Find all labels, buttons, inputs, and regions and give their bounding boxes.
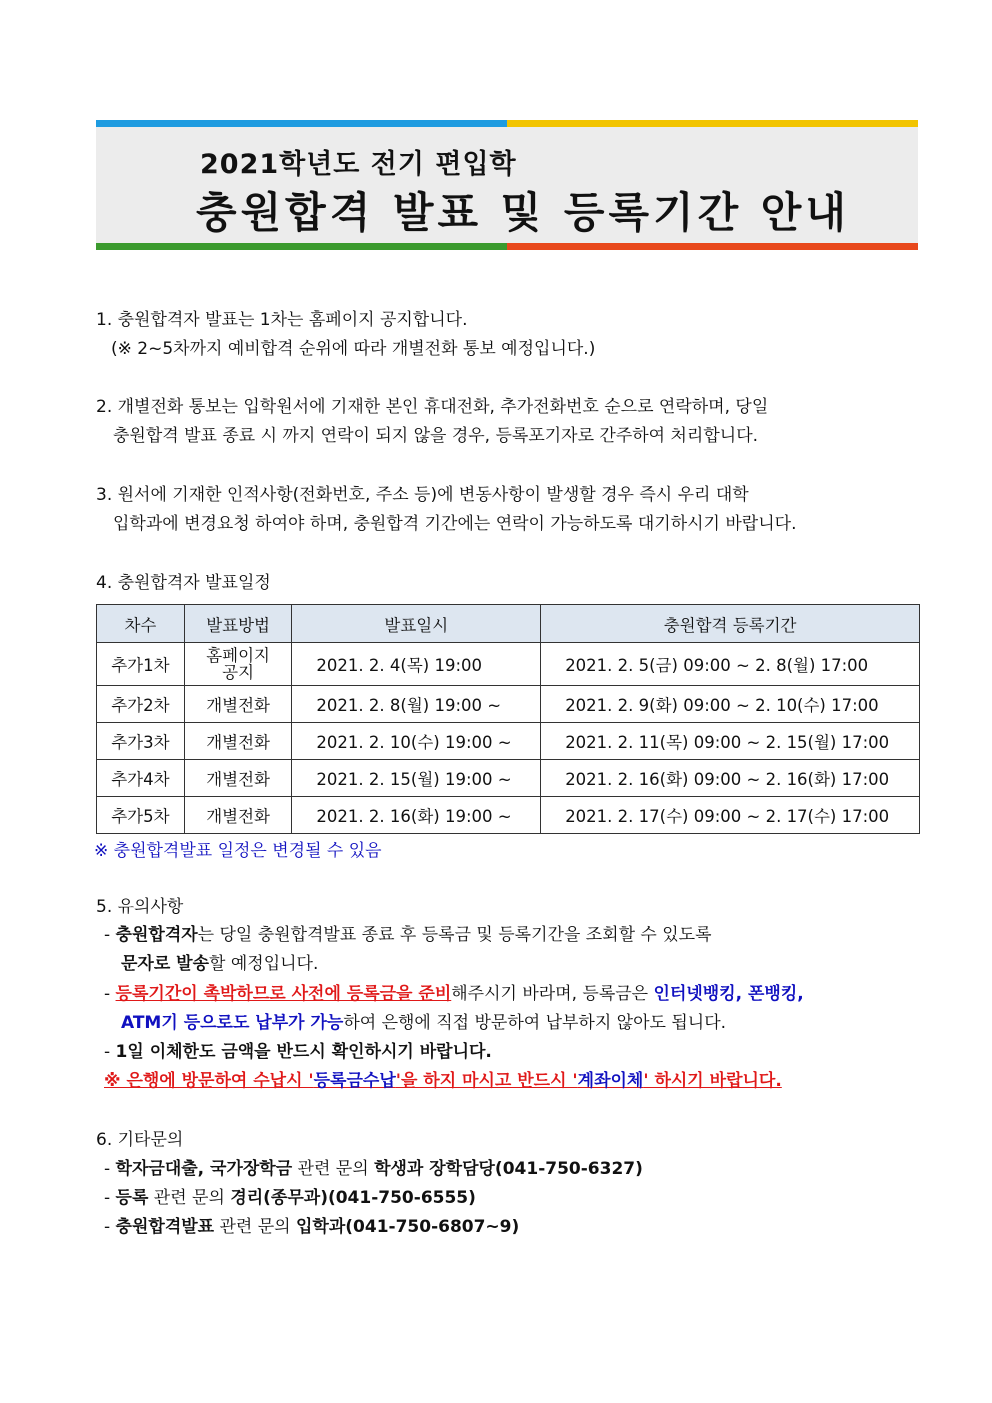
round-cell: 추가4차 bbox=[97, 760, 185, 797]
bank-warning bbox=[104, 1070, 782, 1092]
period-cell: 2021. 2. 16(화) 09:00 ~ 2. 16(화) 17:00 bbox=[541, 760, 920, 797]
contact-line1 bbox=[104, 1158, 643, 1180]
bullet-dash: - bbox=[104, 1159, 111, 1179]
orange-stripe bbox=[507, 243, 918, 250]
table-row bbox=[97, 797, 920, 834]
announce-cell: 2021. 2. 15(월) 19:00 ~ bbox=[292, 760, 541, 797]
top-color-bar bbox=[96, 120, 918, 127]
table-row bbox=[97, 643, 920, 686]
period-cell: 2021. 2. 17(수) 09:00 ~ 2. 17(수) 17:00 bbox=[541, 797, 920, 834]
notice-text: 할 예정입니다. bbox=[209, 954, 319, 974]
round-cell: 추가3차 bbox=[97, 723, 185, 760]
contact-topic: 학자금대출, 국가장학금 bbox=[115, 1159, 293, 1179]
notice-blue: ATM기 등으로도 납부가 가능 bbox=[121, 1013, 344, 1033]
section4-title: 4. 충원합격자 발표일정 bbox=[96, 573, 271, 593]
warning-text: ' 하시기 바랍니다. bbox=[643, 1071, 782, 1091]
bullet-dash: - bbox=[104, 1217, 111, 1237]
section6-title: 6. 기타문의 bbox=[96, 1130, 184, 1150]
table-row bbox=[97, 686, 920, 723]
period-cell: 2021. 2. 5(금) 09:00 ~ 2. 8(월) 17:00 bbox=[541, 643, 920, 686]
bottom-color-bar bbox=[96, 243, 918, 250]
method-cell: 개별전화 bbox=[184, 723, 292, 760]
notice-line5 bbox=[104, 1041, 492, 1063]
method-line1: 홈페이지 bbox=[206, 645, 270, 665]
blue-stripe bbox=[96, 120, 507, 127]
yellow-stripe bbox=[507, 120, 918, 127]
warning-text: '을 하지 마시고 반드시 ' bbox=[395, 1071, 578, 1091]
title-line1: 2021학년도 전기 편입학 bbox=[200, 149, 517, 180]
notice-text: 하여 은행에 직접 방문하여 납부하지 않아도 됩니다. bbox=[343, 1013, 727, 1033]
header-round: 차수 bbox=[97, 605, 185, 643]
section1-line1: 1. 충원합격자 발표는 1차는 홈페이지 공지합니다. bbox=[96, 310, 468, 330]
notice-line2 bbox=[121, 953, 318, 975]
table-row bbox=[97, 760, 920, 797]
method-cell: 개별전화 bbox=[184, 760, 292, 797]
announce-cell: 2021. 2. 10(수) 19:00 ~ bbox=[292, 723, 541, 760]
method-cell bbox=[184, 643, 292, 686]
bullet-dash: - bbox=[104, 925, 111, 945]
title-banner bbox=[96, 120, 918, 250]
method-cell: 개별전화 bbox=[184, 797, 292, 834]
contact-text: 관련 문의 bbox=[214, 1217, 296, 1237]
schedule-note: ※ 충원합격발표 일정은 변경될 수 있음 bbox=[94, 841, 382, 861]
notice-bold: 문자로 발송 bbox=[121, 954, 210, 974]
notice-bold: 1일 이체한도 금액을 반드시 확인하시기 바랍니다. bbox=[115, 1042, 492, 1062]
bullet-dash: - bbox=[104, 1188, 111, 1208]
announce-cell: 2021. 2. 8(월) 19:00 ~ bbox=[292, 686, 541, 723]
warning-blue: 계좌이체 bbox=[577, 1071, 644, 1091]
contact-office: 경리(종무과)(041-750-6555) bbox=[230, 1188, 476, 1208]
warning-text: ※ 은행에 방문하여 수납시 ' bbox=[104, 1071, 314, 1091]
header-method: 발표방법 bbox=[184, 605, 292, 643]
notice-line3 bbox=[104, 983, 804, 1005]
method-cell: 개별전화 bbox=[184, 686, 292, 723]
section5-title: 5. 유의사항 bbox=[96, 897, 184, 917]
announce-cell: 2021. 2. 16(화) 19:00 ~ bbox=[292, 797, 541, 834]
contact-topic: 충원합격발표 bbox=[115, 1217, 215, 1237]
title-line2: 충원합격 발표 및 등록기간 안내 bbox=[196, 188, 850, 237]
contact-office: 입학과(041-750-6807~9) bbox=[296, 1217, 520, 1237]
notice-red: 등록기간이 촉박하므로 사전에 등록금을 준비 bbox=[115, 984, 452, 1004]
section3-line2: 입학과에 변경요청 하여야 하며, 충원합격 기간에는 연락이 가능하도록 대기하시기 바랍니다. bbox=[113, 514, 797, 534]
period-cell: 2021. 2. 9(화) 09:00 ~ 2. 10(수) 17:00 bbox=[541, 686, 920, 723]
header-period: 충원합격 등록기간 bbox=[541, 605, 920, 643]
section2-line1: 2. 개별전화 통보는 입학원서에 기재한 본인 휴대전화, 추가전화번호 순으로 연락하며, 당일 bbox=[96, 397, 769, 417]
notice-blue: 인터넷뱅킹, 폰뱅킹, bbox=[653, 984, 804, 1004]
notice-bold: 충원합격자 bbox=[115, 925, 198, 945]
section3-line1: 3. 원서에 기재한 인적사항(전화번호, 주소 등)에 변동사항이 발생할 경우 즉시 우리 대학 bbox=[96, 485, 749, 505]
round-cell: 추가1차 bbox=[97, 643, 185, 686]
notice-text: 는 당일 충원합격발표 종료 후 등록금 및 등록기간을 조회할 수 있도록 bbox=[197, 925, 712, 945]
notice-text: 해주시기 바라며, 등록금은 bbox=[451, 984, 654, 1004]
round-cell: 추가5차 bbox=[97, 797, 185, 834]
method-line2: 공지 bbox=[222, 662, 255, 682]
table-header-row bbox=[97, 605, 920, 643]
header-announce: 발표일시 bbox=[292, 605, 541, 643]
notice-line1 bbox=[104, 924, 712, 946]
round-cell: 추가2차 bbox=[97, 686, 185, 723]
period-cell: 2021. 2. 11(목) 09:00 ~ 2. 15(월) 17:00 bbox=[541, 723, 920, 760]
section1-line2: (※ 2~5차까지 예비합격 순위에 따라 개별전화 통보 예정입니다.) bbox=[111, 339, 596, 359]
bullet-dash: - bbox=[104, 1042, 111, 1062]
contact-office: 학생과 장학담당(041-750-6327) bbox=[374, 1159, 643, 1179]
table-row bbox=[97, 723, 920, 760]
contact-line3 bbox=[104, 1216, 519, 1238]
bullet-dash: - bbox=[104, 984, 111, 1004]
contact-text: 관련 문의 bbox=[292, 1159, 375, 1179]
contact-line2 bbox=[104, 1187, 476, 1209]
green-stripe bbox=[96, 243, 507, 250]
schedule-table bbox=[96, 604, 920, 834]
section2-line2: 충원합격 발표 종료 시 까지 연락이 되지 않을 경우, 등록포기자로 간주하여 처리합니다. bbox=[113, 426, 759, 446]
contact-text: 관련 문의 bbox=[148, 1188, 231, 1208]
notice-line4 bbox=[121, 1012, 726, 1034]
warning-blue: 등록금수납 bbox=[313, 1071, 396, 1091]
contact-topic: 등록 bbox=[115, 1188, 149, 1208]
announce-cell: 2021. 2. 4(목) 19:00 bbox=[292, 643, 541, 686]
